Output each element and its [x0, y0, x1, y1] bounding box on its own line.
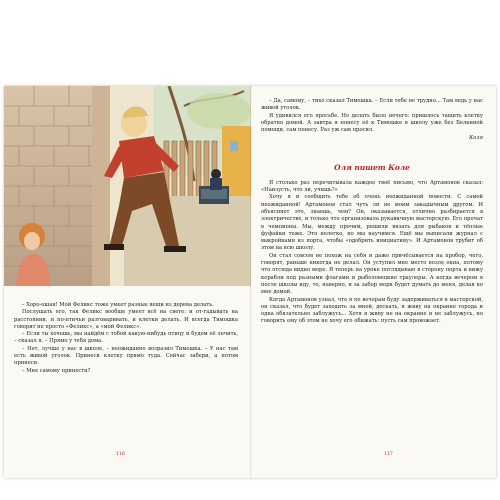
paragraph: – Мне самому принести?	[22, 367, 91, 374]
letter-signature: Коля	[469, 135, 483, 142]
paragraph: Хочу я и сообщить тебе об очень неожиданной новости. С самой неожиданной! Артамонов стал чуть ли не моим закадычным другом. И объясняет это, знаешь, чем? Он, оказывается, отлично разбирается в электричестве, и только что организовала рукавичную мастерскую. Его прочат в чемпионы. Мы, между прочим, решили вязать для рыбаков и тёплые фуфайки тоже. Это нелегко, но мы научимся. Ещё мы выписали журнал с выкройками из порта, чтобы «одобрить инициативу». И Артамонов трубит об этом на всю школу.	[261, 194, 483, 252]
section-title: Оля пишет Коле	[334, 162, 410, 172]
paragraph: Он стал совсем не похож на себя и даже причёсывается на пробор, чего, говорят, раньше никогда не делал. Он уступил мне место возле окна, потому что отсюда видно море. Я теперь на уроке поглядываю в сторону порта и вижу корабли под разными флагами и рыболовецкие траулеры. А когда вечером я после школы иду, то, наверно, и за забор моря будет думать до меня, делая ко мне домой.	[261, 252, 483, 296]
paragraph: – Если ты хочешь, мы найдём с тобой какую-нибудь птицу и будем её лечить, – сказал я. – Прямо у тебя дома.	[14, 331, 238, 345]
book-gutter	[250, 86, 252, 478]
book-spread	[4, 86, 496, 478]
paragraph: – Нет, лучше у нас в школе, – неожиданно возразил Тимошка. – У нас там есть живой уголок. Принеси клетку прямо туда. Сейчас забери, а потом принеси.	[14, 345, 238, 367]
paragraph: Я удивился его просьбе. Но делать было нечего: пришлось тащить клетку обратно домой. А завтра я понесу её к Тимошке в школу уже без Белкиной помощи, сам понесу. Раз уж сам просил.	[261, 112, 483, 134]
left-page-number: 116	[116, 452, 125, 457]
paragraph: Послушать его, так Феликс вообще умеет всё на свете: и от-гадывать на расстоянии, и по-птичьи разговаривать, и клетки делать. И всегда Тимошка говорит не просто «Феликс», а «мой Феликс».	[14, 309, 238, 330]
paragraph: Я столько раз перечитывала каждое твоё письмо, что Артамонов сказал: «Наизусть, что ли, учишь?»	[261, 179, 483, 194]
left-page-text	[14, 302, 238, 375]
right-page-number: 117	[384, 452, 393, 457]
book-illustration	[4, 86, 251, 286]
right-page-text	[261, 98, 483, 326]
paragraph: – Хоро-ошая! Мой Феликс тоже умеет разные вещи из дерева делать.	[22, 302, 214, 308]
paragraph: Когда Артамонов узнал, что я по вечерам буду задерживаться в мастерской, он сказал, что будет заходить за мной, дескать, я живу на окраине города и одна обязательно заблужусь... Хотя я живу не на окраине и не заблужусь, но говорить ему об этом не хочу его обижать: пусть сам провожает.	[261, 296, 483, 325]
paragraph: – Да, самому, – тихо сказал Тимошка. – Если тебе не трудно... Там ведь у нас живой уголок.	[261, 98, 483, 112]
